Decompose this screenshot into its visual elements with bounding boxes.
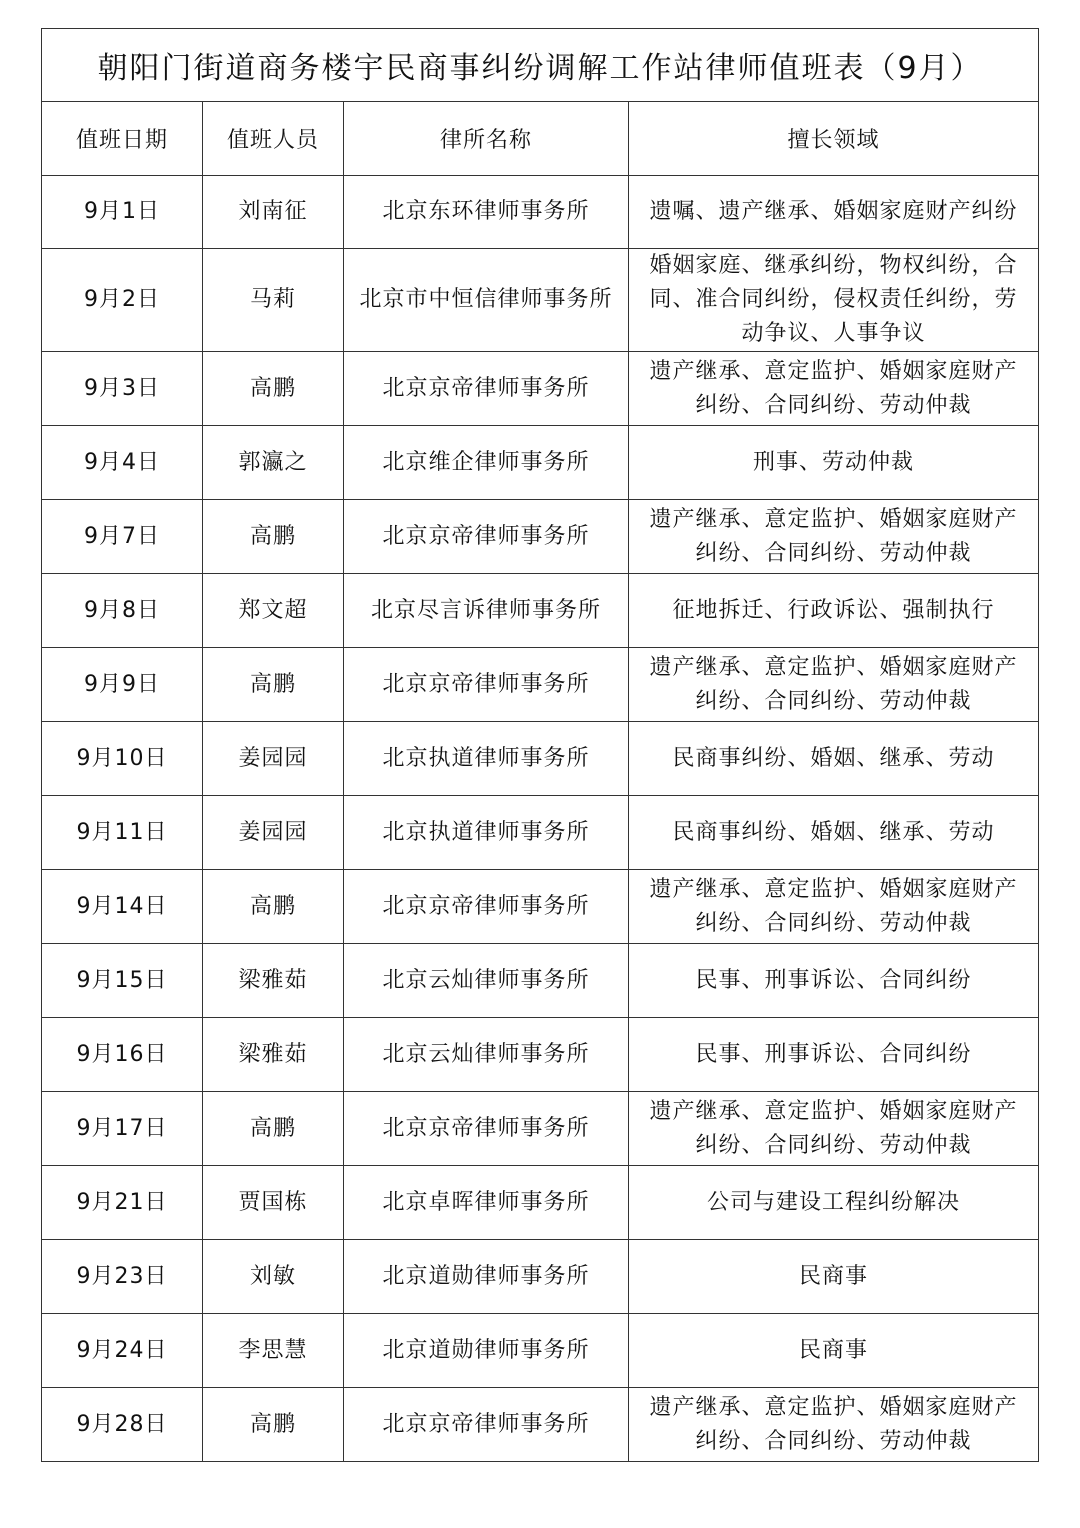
lawyer-cell: 梁雅茹 [203, 1018, 344, 1092]
table-row [42, 1018, 1039, 1092]
firm-cell: 北京京帝律师事务所 [344, 500, 629, 574]
table-row [42, 426, 1039, 500]
date-cell: 9月8日 [42, 574, 203, 648]
table-row [42, 1166, 1039, 1240]
lawyer-cell: 郭瀛之 [203, 426, 344, 500]
table-row [42, 870, 1039, 944]
table-title: 朝阳门街道商务楼宇民商事纠纷调解工作站律师值班表（9月） [42, 29, 1039, 102]
area-cell: 民事、刑事诉讼、合同纠纷 [629, 1018, 1039, 1092]
table-row [42, 796, 1039, 870]
lawyer-cell: 高鹏 [203, 1388, 344, 1462]
area-cell: 征地拆迁、行政诉讼、强制执行 [629, 574, 1039, 648]
table-row [42, 1314, 1039, 1388]
firm-cell: 北京道勋律师事务所 [344, 1240, 629, 1314]
firm-cell: 北京尽言诉律师事务所 [344, 574, 629, 648]
lawyer-cell: 高鹏 [203, 648, 344, 722]
firm-cell: 北京京帝律师事务所 [344, 870, 629, 944]
lawyer-cell: 梁雅茹 [203, 944, 344, 1018]
lawyer-cell: 李思慧 [203, 1314, 344, 1388]
lawyer-cell: 高鹏 [203, 1092, 344, 1166]
firm-cell: 北京京帝律师事务所 [344, 648, 629, 722]
lawyer-cell: 贾国栋 [203, 1166, 344, 1240]
table-row [42, 944, 1039, 1018]
date-cell: 9月14日 [42, 870, 203, 944]
firm-cell: 北京云灿律师事务所 [344, 944, 629, 1018]
area-cell: 遗产继承、意定监护、婚姻家庭财产纠纷、合同纠纷、劳动仲裁 [629, 1092, 1039, 1166]
date-cell: 9月17日 [42, 1092, 203, 1166]
area-cell: 遗产继承、意定监护、婚姻家庭财产纠纷、合同纠纷、劳动仲裁 [629, 352, 1039, 426]
lawyer-cell: 高鹏 [203, 500, 344, 574]
firm-cell: 北京执道律师事务所 [344, 722, 629, 796]
date-cell: 9月16日 [42, 1018, 203, 1092]
date-cell: 9月21日 [42, 1166, 203, 1240]
lawyer-cell: 高鹏 [203, 870, 344, 944]
firm-cell: 北京东环律师事务所 [344, 176, 629, 249]
area-cell: 公司与建设工程纠纷解决 [629, 1166, 1039, 1240]
area-cell: 民商事纠纷、婚姻、继承、劳动 [629, 722, 1039, 796]
area-cell: 民商事 [629, 1240, 1039, 1314]
lawyer-cell: 郑文超 [203, 574, 344, 648]
date-cell: 9月2日 [42, 249, 203, 352]
table-row [42, 648, 1039, 722]
table-body [42, 176, 1039, 1462]
header-row [42, 102, 1039, 176]
column-header-lawyer: 值班人员 [203, 102, 344, 176]
date-cell: 9月9日 [42, 648, 203, 722]
title-row [42, 29, 1039, 102]
date-cell: 9月3日 [42, 352, 203, 426]
area-cell: 民事、刑事诉讼、合同纠纷 [629, 944, 1039, 1018]
table-row [42, 1240, 1039, 1314]
table-row [42, 1388, 1039, 1462]
date-cell: 9月24日 [42, 1314, 203, 1388]
date-cell: 9月7日 [42, 500, 203, 574]
firm-cell: 北京维企律师事务所 [344, 426, 629, 500]
date-cell: 9月11日 [42, 796, 203, 870]
firm-cell: 北京京帝律师事务所 [344, 352, 629, 426]
area-cell: 遗产继承、意定监护、婚姻家庭财产纠纷、合同纠纷、劳动仲裁 [629, 1388, 1039, 1462]
area-cell: 遗产继承、意定监护、婚姻家庭财产纠纷、合同纠纷、劳动仲裁 [629, 648, 1039, 722]
firm-cell: 北京道勋律师事务所 [344, 1314, 629, 1388]
duty-schedule [41, 28, 1038, 1462]
date-cell: 9月4日 [42, 426, 203, 500]
lawyer-cell: 高鹏 [203, 352, 344, 426]
table-row [42, 722, 1039, 796]
table-row [42, 352, 1039, 426]
date-cell: 9月10日 [42, 722, 203, 796]
lawyer-cell: 刘南征 [203, 176, 344, 249]
firm-cell: 北京执道律师事务所 [344, 796, 629, 870]
firm-cell: 北京卓晖律师事务所 [344, 1166, 629, 1240]
column-header-firm: 律所名称 [344, 102, 629, 176]
date-cell: 9月15日 [42, 944, 203, 1018]
table-row [42, 574, 1039, 648]
area-cell: 遗产继承、意定监护、婚姻家庭财产纠纷、合同纠纷、劳动仲裁 [629, 500, 1039, 574]
date-cell: 9月23日 [42, 1240, 203, 1314]
area-cell: 遗产继承、意定监护、婚姻家庭财产纠纷、合同纠纷、劳动仲裁 [629, 870, 1039, 944]
date-cell: 9月1日 [42, 176, 203, 249]
area-cell: 遗嘱、遗产继承、婚姻家庭财产纠纷 [629, 176, 1039, 249]
lawyer-cell: 姜园园 [203, 722, 344, 796]
area-cell: 民商事纠纷、婚姻、继承、劳动 [629, 796, 1039, 870]
lawyer-cell: 姜园园 [203, 796, 344, 870]
column-header-area: 擅长领域 [629, 102, 1039, 176]
table-row [42, 1092, 1039, 1166]
firm-cell: 北京京帝律师事务所 [344, 1388, 629, 1462]
area-cell: 刑事、劳动仲裁 [629, 426, 1039, 500]
area-cell: 民商事 [629, 1314, 1039, 1388]
firm-cell: 北京市中恒信律师事务所 [344, 249, 629, 352]
lawyer-cell: 刘敏 [203, 1240, 344, 1314]
table-row [42, 176, 1039, 249]
lawyer-cell: 马莉 [203, 249, 344, 352]
area-cell: 婚姻家庭、继承纠纷，物权纠纷，合同、准合同纠纷，侵权责任纠纷，劳动争议、人事争议 [629, 249, 1039, 352]
firm-cell: 北京京帝律师事务所 [344, 1092, 629, 1166]
table-row [42, 249, 1039, 352]
date-cell: 9月28日 [42, 1388, 203, 1462]
firm-cell: 北京云灿律师事务所 [344, 1018, 629, 1092]
schedule-table [41, 28, 1039, 1462]
column-header-date: 值班日期 [42, 102, 203, 176]
table-row [42, 500, 1039, 574]
